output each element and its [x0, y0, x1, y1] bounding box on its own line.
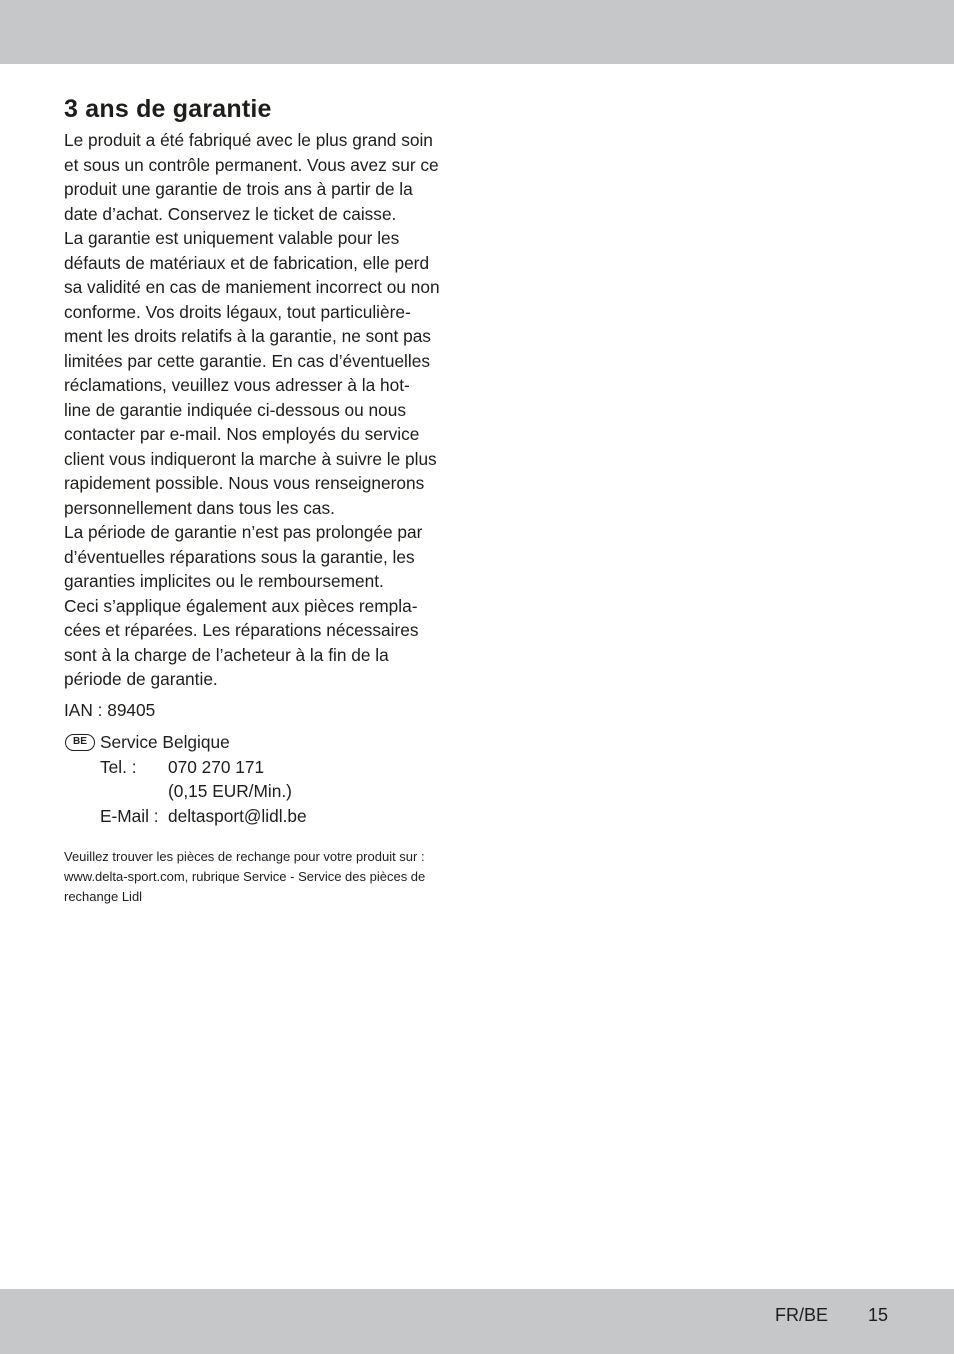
- email-value[interactable]: deltasport@lidl.be: [168, 805, 307, 826]
- service-heading: [64, 730, 456, 755]
- spacer: [100, 779, 168, 804]
- paragraph: La garantie est uniquement valable pour les défauts de matériaux et de fabrication, elle perd sa validité en cas de maniement incorrect ou non conforme. Vos droits légaux, tout particulière- ment les droits relatifs à la garantie, ne sont pas limitées par cette garantie. En cas d’éventuelles réclamations, veuillez vous adresser à la hot- line de garantie indiquée ci-dessous ou nous contacter par e-mail. Nos employés du service client vous indiqueront la marche à suivre le plus rapidement possible. Nous vous renseignerons personnellement dans tous les cas.: [64, 228, 440, 518]
- service-contact: [64, 730, 456, 828]
- page-title: 3 ans de garantie: [64, 95, 272, 123]
- paragraph: Ceci s’applique également aux pièces rempla- cées et réparées. Les réparations nécessaires sont à la charge de l’acheteur à la fin de la période de garantie.: [64, 595, 419, 689]
- page-footer: [0, 1303, 954, 1327]
- email-row: [64, 804, 456, 829]
- tel-rate-row: [64, 779, 456, 804]
- header-band: [0, 0, 954, 64]
- spare-parts-note: Veuillez trouver les pièces de rechange pour votre produit sur : www.delta-sport.com, rubrique Service - Service des pièces de rechange Lidl: [64, 849, 426, 904]
- tel-value: 070 270 171: [168, 756, 265, 777]
- warranty-section: [64, 90, 456, 907]
- service-title: Service Belgique: [100, 732, 230, 752]
- warranty-body: [64, 128, 456, 692]
- paragraph: La période de garantie n’est pas prolongée par d’éventuelles réparations sous la garantie, les garanties implicites ou le remboursement.: [64, 522, 423, 591]
- tel-rate: (0,15 EUR/Min.): [168, 781, 292, 801]
- email-label: E-Mail :: [100, 805, 159, 826]
- tel-label: Tel. :: [100, 756, 137, 777]
- belgium-badge-icon: BE: [65, 734, 95, 751]
- language-code: FR/BE: [775, 1305, 829, 1325]
- tel-row: [64, 755, 456, 780]
- page-number: 15: [868, 1305, 889, 1325]
- ian-number: IAN : 89405: [64, 699, 156, 720]
- paragraph: Le produit a été fabriqué avec le plus grand soin et sous un contrôle permanent. Vous avez sur ce produit une garantie de trois ans à partir de la date d’achat. Conservez le ticket de caisse.: [64, 130, 439, 224]
